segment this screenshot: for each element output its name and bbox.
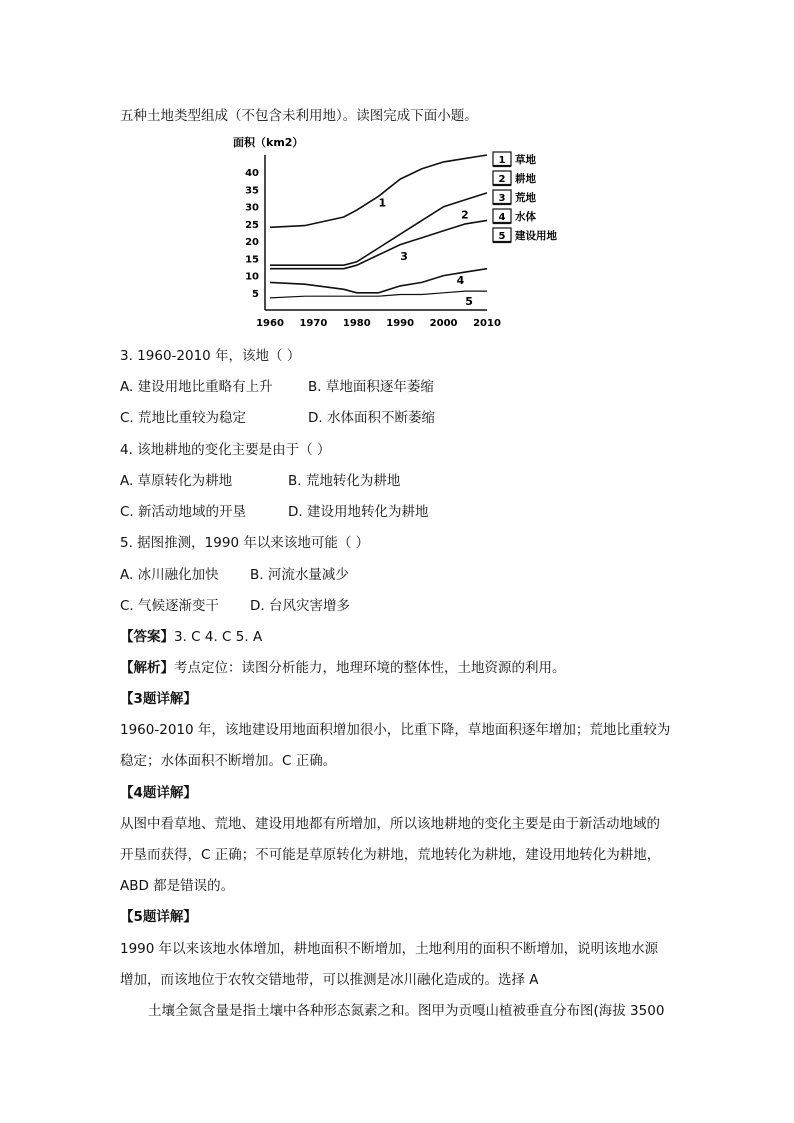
analysis-tag: 【解析】 [120, 660, 174, 676]
x-tick-label: 2000 [429, 318, 458, 329]
detail-4-line-3: ABD 都是错误的。 [120, 878, 235, 894]
legend-label-4: 水体 [515, 211, 536, 223]
question-3-option-d: D. 水体面积不断萎缩 [308, 410, 435, 426]
y-tick-label: 10 [245, 271, 259, 283]
x-tick-label: 1990 [386, 318, 415, 329]
analysis-text: 考点定位：读图分析能力，地理环境的整体性，土地资源的利用。 [174, 660, 566, 676]
legend-number-4: 4 [498, 212, 506, 223]
question-4-option-c: C. 新活动地域的开垦 [120, 504, 247, 520]
answer-tag: 【答案】 [120, 629, 174, 645]
x-tick-label: 1970 [299, 318, 328, 329]
question-3-stem: 3. 1960-2010 年，该地（ ） [120, 348, 301, 364]
x-tick-label: 2010 [473, 318, 501, 329]
curve-label-1: 1 [378, 196, 387, 210]
y-tick-label: 5 [252, 288, 259, 300]
curve-label-2: 2 [460, 208, 469, 222]
question-3-option-a: A. 建设用地比重略有上升 [120, 379, 273, 395]
curve-label-4: 4 [456, 274, 465, 288]
detail-5-heading: 【5题详解】 [120, 909, 197, 925]
question-3-option-b: B. 草地面积逐年萎缩 [308, 379, 434, 395]
intro-text: 五种土地类型组成（不包含未利用地）。读图完成下面小题。 [120, 108, 478, 124]
detail-3-heading: 【3题详解】 [120, 691, 197, 707]
series-line-4 [270, 269, 487, 293]
y-tick-label: 35 [245, 185, 259, 197]
detail-5-line-1: 1990 年以来该地水体增加，耕地面积不断增加，土地利用的面积不断增加，说明该地水源 [120, 941, 659, 957]
question-5-option-b: B. 河流水量减少 [250, 567, 349, 583]
detail-4-line-2: 开垦而获得，C 正确；不可能是草原转化为耕地，荒地转化为耕地，建设用地转化为耕地， [120, 847, 661, 863]
legend-number-5: 5 [498, 231, 506, 242]
legend-label-2: 耕地 [515, 173, 536, 185]
next-paragraph: 土壤全氮含量是指土壤中各种形态氮素之和。图甲为贡嘎山植被垂直分布图(海拔 3500 [148, 1003, 665, 1019]
y-tick-label: 30 [245, 202, 259, 214]
answer-text: 3. C 4. C 5. A [174, 629, 263, 645]
series-line-3 [270, 220, 487, 268]
y-tick-label: 40 [245, 168, 259, 180]
curve-label-5: 5 [465, 294, 473, 308]
question-5-stem: 5. 据图推测，1990 年以来该地可能（ ） [120, 535, 370, 551]
legend-number-1: 1 [498, 155, 506, 166]
x-tick-label: 1980 [342, 318, 371, 329]
curve-label-3: 3 [400, 250, 408, 264]
plot-frame [265, 155, 487, 310]
detail-4-line-1: 从图中看草地、荒地、建设用地都有所增加，所以该地耕地的变化主要是由于新活动地域的 [120, 816, 660, 832]
y-tick-label: 15 [245, 254, 259, 266]
answer-line [120, 625, 262, 645]
legend [493, 152, 557, 242]
question-4-option-b: B. 荒地转化为耕地 [288, 473, 401, 489]
series-line-1 [270, 155, 487, 227]
y-tick-layer [245, 168, 259, 300]
x-tick-layer [256, 318, 501, 329]
question-5-option-a: A. 冰川融化加快 [120, 567, 219, 583]
analysis-line [120, 656, 566, 676]
series-layer [270, 155, 487, 298]
detail-5-line-2: 增加，而该地位于农牧交错地带，可以推测是冰川融化造成的。选择 A [120, 972, 539, 988]
x-tick-label: 1960 [256, 318, 284, 329]
legend-label-3: 荒地 [515, 192, 536, 204]
legend-label-5: 建设用地 [515, 230, 557, 242]
question-5-option-d: D. 台风灾害增多 [250, 598, 350, 614]
question-4-option-d: D. 建设用地转化为耕地 [288, 504, 429, 520]
y-tick-label: 25 [245, 219, 259, 231]
legend-number-2: 2 [498, 174, 506, 185]
y-tick-label: 20 [245, 237, 259, 249]
question-5-option-c: C. 气候逐渐变干 [120, 598, 220, 614]
detail-3-line-2: 稳定；水体面积不断增加。C 正确。 [120, 753, 337, 769]
legend-number-3: 3 [498, 193, 506, 204]
land-area-chart [225, 130, 570, 330]
question-4-stem: 4. 该地耕地的变化主要是由于（ ） [120, 442, 331, 458]
question-4-option-a: A. 草原转化为耕地 [120, 473, 233, 489]
legend-label-1: 草地 [515, 154, 536, 166]
y-axis-label: 面积（km2） [233, 136, 304, 149]
question-3-option-c: C. 荒地比重较为稳定 [120, 410, 247, 426]
detail-3-line-1: 1960-2010 年，该地建设用地面积增加很小，比重下降，草地面积逐年增加；荒地比重较为 [120, 722, 671, 738]
detail-4-heading: 【4题详解】 [120, 785, 197, 801]
